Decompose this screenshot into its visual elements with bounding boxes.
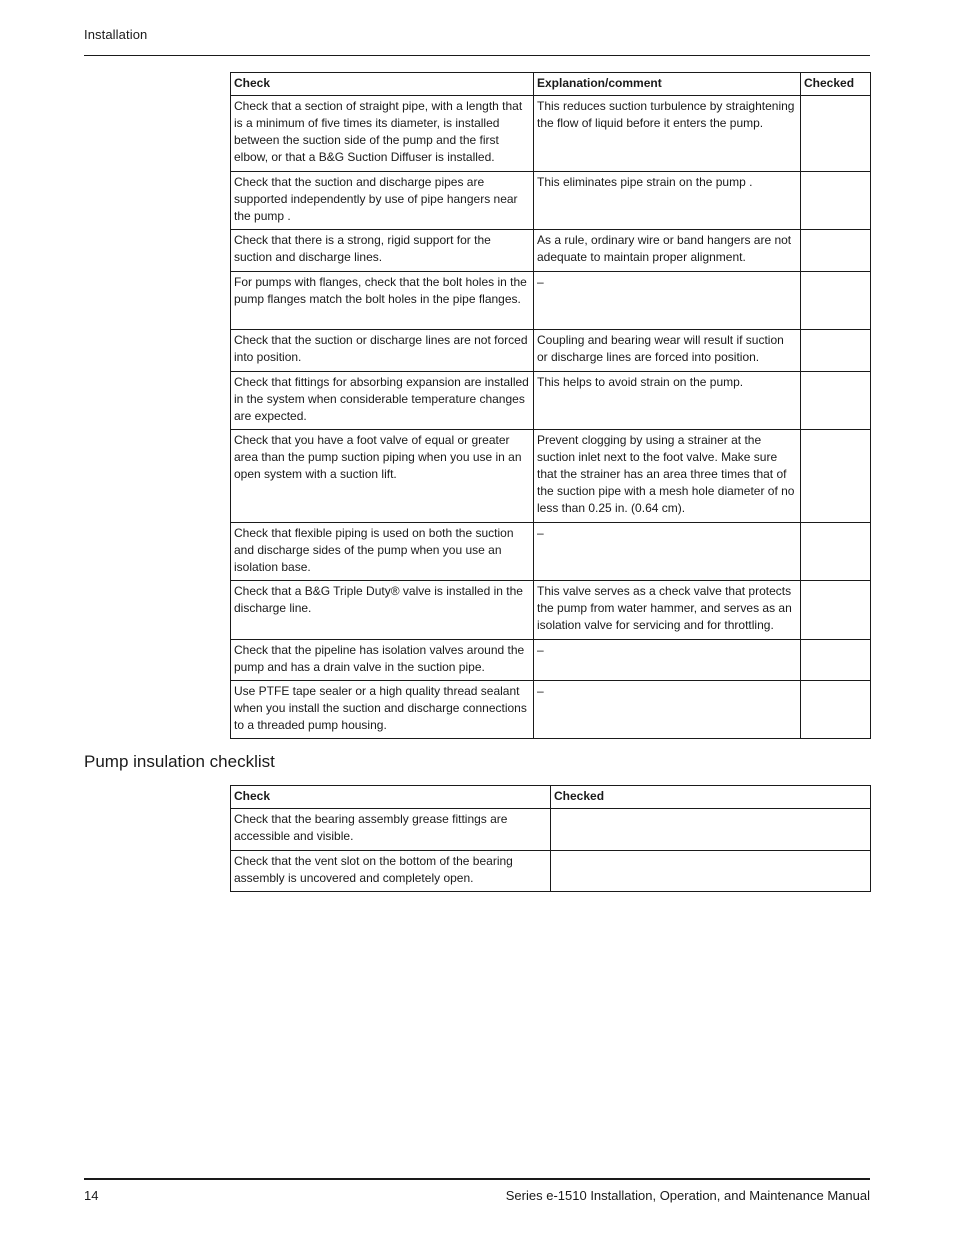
table-row <box>231 96 871 172</box>
checked-cell[interactable] <box>801 581 871 640</box>
section-heading: Pump insulation checklist <box>84 752 275 771</box>
table-row <box>231 230 871 272</box>
manual-title: Series e-1510 Installation, Operation, and Maintenance Manual <box>505 1188 870 1203</box>
check-cell: Use PTFE tape sealer or a high quality thread sealant when you install the suction and discharge connections to a threaded pump housing. <box>231 681 534 739</box>
check-cell: Check that the vent slot on the bottom of the bearing assembly is uncovered and completely open. <box>231 851 551 892</box>
checked-cell[interactable] <box>801 430 871 523</box>
checked-cell[interactable] <box>551 809 871 851</box>
explanation-cell: Coupling and bearing wear will result if suction or discharge lines are forced into position. <box>534 330 801 372</box>
column-header-checked: Checked <box>801 73 871 96</box>
column-header-explanation: Explanation/comment <box>534 73 801 96</box>
checked-cell[interactable] <box>801 640 871 681</box>
footer-divider <box>84 1178 870 1180</box>
explanation-cell: This valve serves as a check valve that protects the pump from water hammer, and serves as an isolation valve for servicing and for throttling. <box>534 581 801 640</box>
table-row <box>231 581 871 640</box>
insulation-checklist-table <box>230 785 871 892</box>
explanation-cell: – <box>534 640 801 681</box>
table-row <box>231 640 871 681</box>
explanation-cell: – <box>534 681 801 739</box>
table-row <box>231 851 871 892</box>
checked-cell[interactable] <box>801 96 871 172</box>
checked-cell[interactable] <box>801 172 871 230</box>
check-cell: Check that fittings for absorbing expansion are installed in the system when considerable temperature changes are expected. <box>231 372 534 430</box>
page-number: 14 <box>84 1188 99 1203</box>
column-header-checked: Checked <box>551 786 871 809</box>
check-cell: Check that flexible piping is used on both the suction and discharge sides of the pump when you use an isolation base. <box>231 523 534 581</box>
table-row <box>231 681 871 739</box>
table-row <box>231 272 871 330</box>
checked-cell[interactable] <box>801 681 871 739</box>
check-cell: Check that a section of straight pipe, with a length that is a minimum of five times its diameter, is installed between the suction side of the pump and the first elbow, or that a B&G Suction Diffuser is installed. <box>231 96 534 172</box>
checked-cell[interactable] <box>801 272 871 330</box>
explanation-cell: Prevent clogging by using a strainer at the suction inlet next to the foot valve. Make sure that the strainer has an area three times that of the suction pipe with a mesh hole diameter of no less than 0.25 in. (0.64 cm). <box>534 430 801 523</box>
check-cell: Check that you have a foot valve of equal or greater area than the pump suction piping when you use in an open system with a suction lift. <box>231 430 534 523</box>
check-cell: Check that a B&G Triple Duty® valve is installed in the discharge line. <box>231 581 534 640</box>
explanation-cell: This eliminates pipe strain on the pump . <box>534 172 801 230</box>
column-header-check: Check <box>231 73 534 96</box>
table-row <box>231 809 871 851</box>
installation-checklist-table <box>230 72 871 739</box>
explanation-cell: – <box>534 523 801 581</box>
table-header-row <box>231 786 871 809</box>
running-header: Installation <box>84 27 148 42</box>
table-row <box>231 523 871 581</box>
column-header-check: Check <box>231 786 551 809</box>
check-cell: Check that the suction and discharge pipes are supported independently by use of pipe hangers near the pump . <box>231 172 534 230</box>
check-cell: For pumps with flanges, check that the bolt holes in the pump flanges match the bolt holes in the pipe flanges. <box>231 272 534 330</box>
table-row <box>231 330 871 372</box>
check-cell: Check that the suction or discharge lines are not forced into position. <box>231 330 534 372</box>
checked-cell[interactable] <box>551 851 871 892</box>
explanation-cell: As a rule, ordinary wire or band hangers are not adequate to maintain proper alignment. <box>534 230 801 272</box>
check-cell: Check that there is a strong, rigid support for the suction and discharge lines. <box>231 230 534 272</box>
table-row <box>231 372 871 430</box>
checked-cell[interactable] <box>801 372 871 430</box>
header-divider <box>84 55 870 56</box>
explanation-cell: – <box>534 272 801 330</box>
table-row <box>231 430 871 523</box>
table-row <box>231 172 871 230</box>
check-cell: Check that the pipeline has isolation valves around the pump and has a drain valve in the suction pipe. <box>231 640 534 681</box>
table-header-row <box>231 73 871 96</box>
explanation-cell: This helps to avoid strain on the pump. <box>534 372 801 430</box>
checked-cell[interactable] <box>801 523 871 581</box>
checked-cell[interactable] <box>801 330 871 372</box>
checked-cell[interactable] <box>801 230 871 272</box>
check-cell: Check that the bearing assembly grease fittings are accessible and visible. <box>231 809 551 851</box>
explanation-cell: This reduces suction turbulence by straightening the flow of liquid before it enters the pump. <box>534 96 801 172</box>
